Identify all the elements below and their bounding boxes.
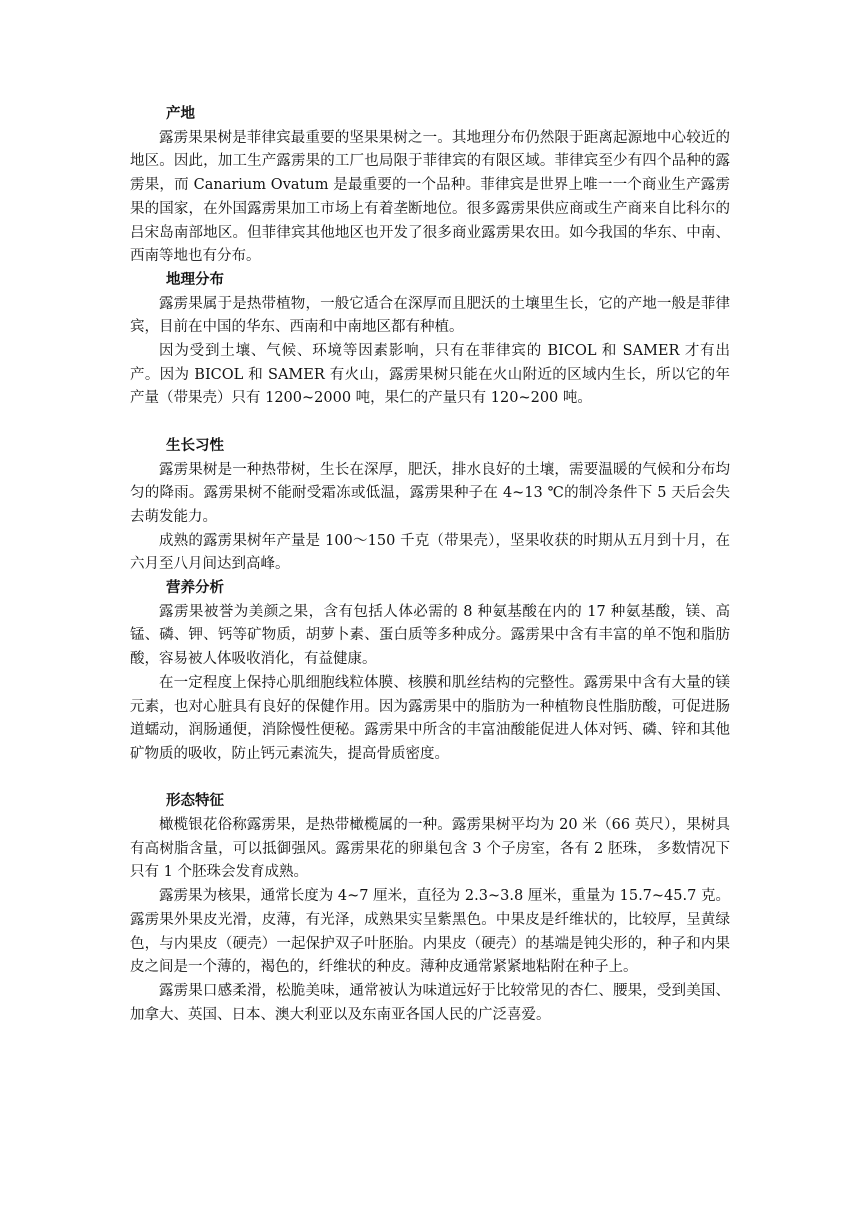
- paragraph: 露雳果被誉为美颜之果，含有包括人体必需的 8 种氨基酸在内的 17 种氨基酸，镁、高锰、磷、钾、钙等矿物质，胡萝卜素、蛋白质等多种成分。露雳果中含有丰富的单不饱和脂肪酸，容易被人体吸收消化，有益健康。: [130, 603, 730, 668]
- heading-distribution: 地理分布: [166, 271, 224, 288]
- paragraph: 露雳果树是一种热带树，生长在深厚，肥沃，排水良好的土壤，需要温暖的气候和分布均匀的降雨。露雳果树不能耐受霜冻或低温，露雳果种子在 4~13 ℃的制冷条件下 5 天后会失去萌发能力。: [130, 461, 730, 525]
- heading-morphology: 形态特征: [166, 793, 224, 810]
- paragraph: 露雳果属于是热带植物，一般它适合在深厚而且肥沃的土壤里生长，它的产地一般是菲律宾，目前在中国的华东、西南和中南地区都有种植。: [130, 295, 730, 336]
- heading-growth-habit: 生长习性: [166, 437, 224, 454]
- paragraph: 在一定程度上保持心肌细胞线粒体膜、核膜和肌丝结构的完整性。露雳果中含有大量的镁元素，也对心脏具有良好的保健作用。因为露雳果中的脂肪为一种植物良性脂肪酸，可促进肠道蠕动，润肠通便，消除慢性便秘。露雳果中所含的丰富油酸能促进人体对钙、磷、锌和其他矿物质的吸收，防止钙元素流失，提高骨质密度。: [130, 674, 730, 762]
- paragraph: 因为受到土壤、气候、环境等因素影响，只有在菲律宾的 BICOL 和 SAMER 才有出产。因为 BICOL 和 SAMER 有火山，露雳果树只能在火山附近的区域内生长，所以它的年产量（带果壳）只有 1200~2000 吨，果仁的产量只有 120~200 吨。: [130, 343, 730, 407]
- paragraph: 橄榄银花俗称露雳果，是热带橄榄属的一种。露雳果树平均为 20 米（66 英尺），果树具有高树脂含量，可以抵御强风。露雳果花的卵巢包含 3 个子房室，各有 2 胚珠， 多数情况下只有 1 个胚珠会发育成熟。: [130, 817, 730, 881]
- paragraph: 露雳果为核果，通常长度为 4~7 厘米，直径为 2.3~3.8 厘米，重量为 15.7~45.7 克。露雳果外果皮光滑，皮薄，有光泽，成熟果实呈紫黑色。中果皮是纤维状的，比较厚，呈黄绿色，与内果皮（硬壳）一起保护双子叶胚胎。内果皮（硬壳）的基端是钝尖形的，种子和内果皮之间是一个薄的，褐色的，纤维状的种皮。薄种皮通常紧紧地粘附在种子上。: [130, 888, 730, 976]
- blank-line: [130, 767, 730, 791]
- blank-line: [130, 411, 730, 435]
- paragraph: 成熟的露雳果树年产量是 100～150 千克（带果壳），坚果收获的时期从五月到十月，在六月至八月间达到高峰。: [130, 532, 730, 573]
- document-body: [130, 103, 730, 1027]
- paragraph: 露雳果口感柔滑，松脆美味，通常被认为味道远好于比较常见的杏仁、腰果，受到美国、加拿大、英国、日本、澳大利亚以及东南亚各国人民的广泛喜爱。: [130, 982, 730, 1023]
- paragraph: 露雳果果树是菲律宾最重要的坚果果树之一。其地理分布仍然限于距离起源地中心较近的地区。因此，加工生产露雳果的工厂也局限于菲律宾的有限区域。菲律宾至少有四个品种的露雳果，而 Canarium Ovatum 是最重要的一个品种。菲律宾是世界上唯一一个商业生产露雳果的国家，在外国露雳果加工市场上有着垄断地位。很多露雳果供应商或生产商来自比科尔的吕宋岛南部地区。但菲律宾其他地区也开发了很多商业露雳果农田。如今我国的华东、中南、西南等地也有分布。: [130, 129, 730, 265]
- heading-origin: 产地: [166, 106, 195, 122]
- heading-nutrition: 营养分析: [166, 580, 224, 597]
